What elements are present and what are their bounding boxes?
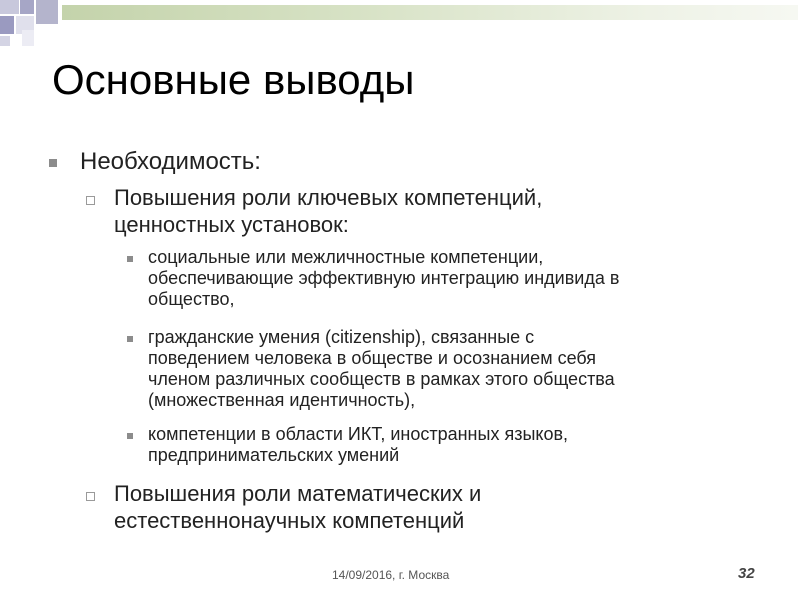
list-item-line: общество, [148, 289, 235, 309]
sub-point-line: естественнонаучных компетенций [114, 508, 465, 533]
main-point [80, 148, 261, 176]
hollow-square-bullet-icon [86, 492, 95, 501]
small-square-bullet-icon [127, 336, 133, 342]
small-square-bullet-icon [127, 256, 133, 262]
list-item [148, 247, 619, 310]
sub-point-line: ценностных установок: [114, 212, 349, 237]
list-item-line: предпринимательских умений [148, 445, 400, 465]
decorative-square [20, 0, 34, 14]
sub-point-line: Повышения роли ключевых компетенций, [114, 185, 543, 210]
decorative-square [0, 0, 19, 14]
list-item-line: социальные или межличностные компетенции, [148, 247, 544, 267]
main-point-text: Необходимость: [80, 148, 261, 175]
decorative-square [0, 16, 14, 34]
list-item-line: компетенции в области ИКТ, иностранных языков, [148, 424, 569, 444]
list-item-line: обеспечивающие эффективную интеграцию индивида в [148, 268, 620, 288]
sub-point [114, 480, 481, 534]
square-bullet-icon [49, 159, 57, 167]
list-item-line: гражданские умения (citizenship), связанные с [148, 327, 535, 347]
list-item-line: поведением человека в обществе и осознанием себя [148, 348, 597, 368]
decorative-square [0, 36, 10, 46]
small-square-bullet-icon [127, 433, 133, 439]
hollow-square-bullet-icon [86, 196, 95, 205]
decorative-square [36, 0, 58, 24]
sub-point-line: Повышения роли математических и [114, 481, 482, 506]
list-item-line: (множественная идентичность), [148, 390, 416, 410]
footer-date-location: 14/09/2016, г. Москва [332, 568, 450, 582]
top-decorative-bar [62, 5, 798, 20]
slide-title: Основные выводы [52, 56, 415, 103]
sub-point [114, 184, 542, 238]
list-item-line: членом различных сообществ в рамках этого общества [148, 369, 615, 389]
page-number: 32 [738, 565, 755, 582]
list-item [148, 424, 568, 466]
list-item [148, 327, 615, 411]
decorative-square [22, 30, 34, 46]
